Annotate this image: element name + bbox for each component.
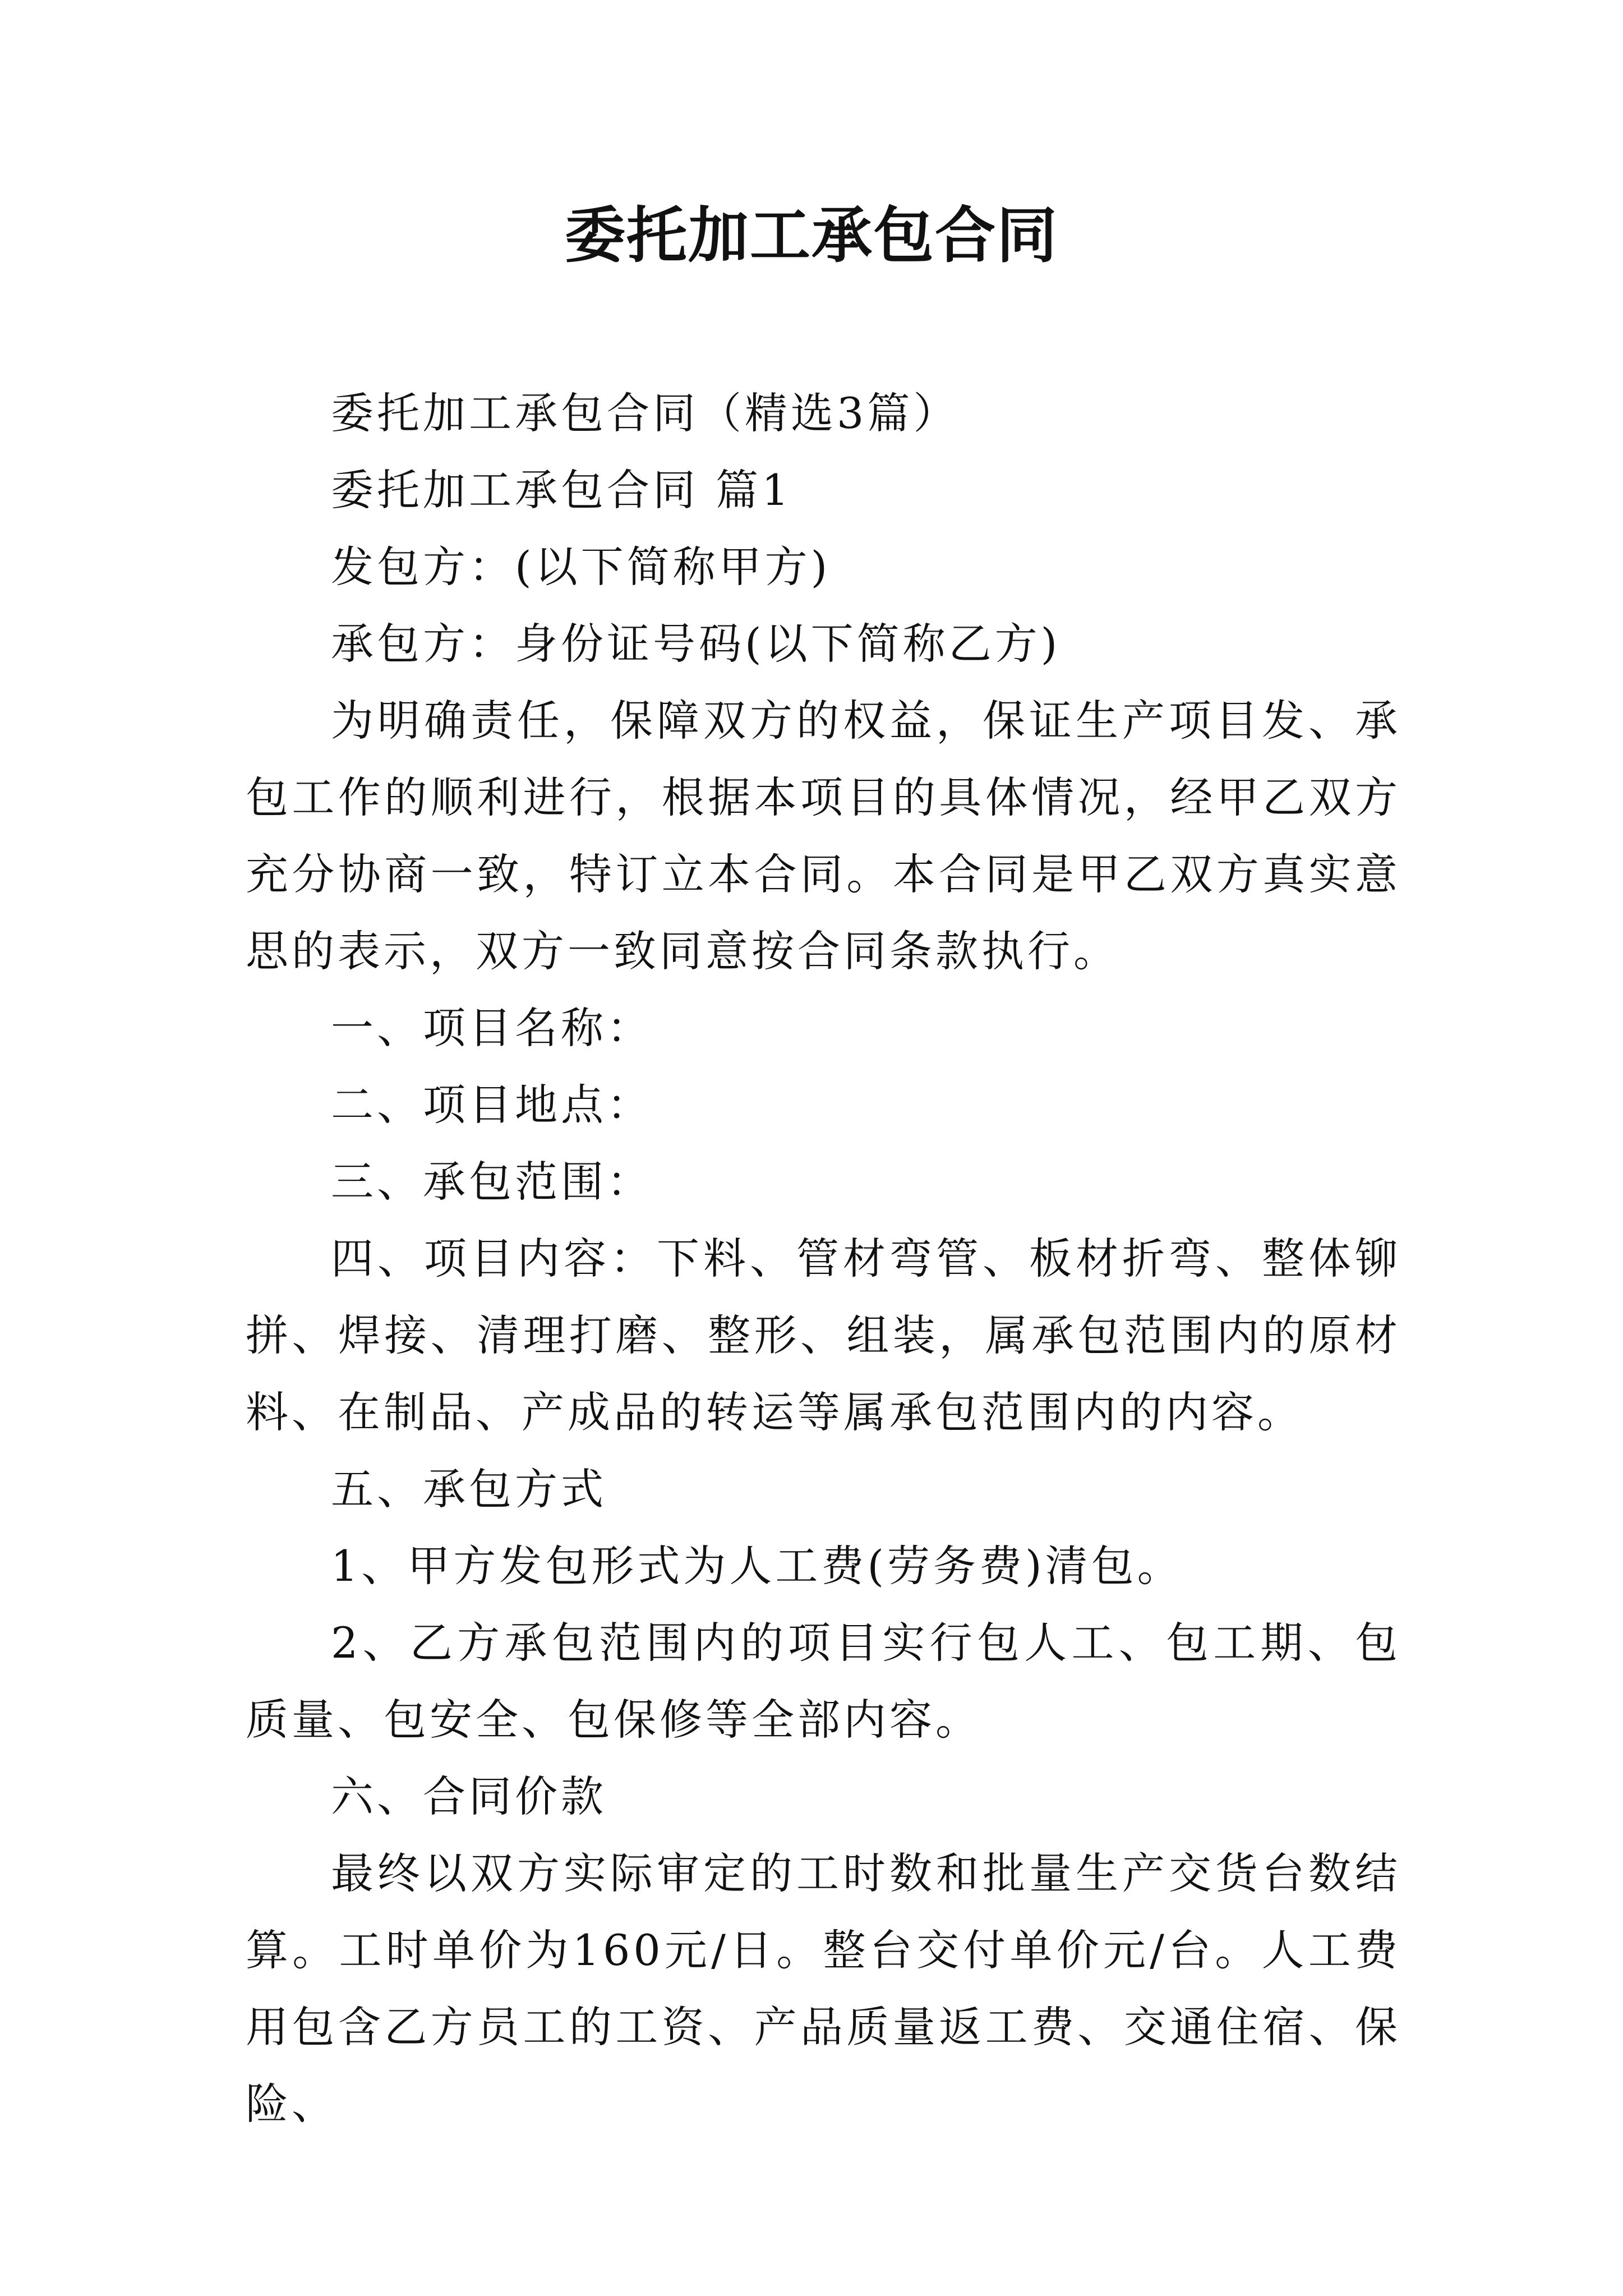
party-b-line: 承包方：身份证号码(以下简称乙方): [331, 619, 1061, 669]
clause-contract-price: 六、合同价款: [331, 1772, 607, 1821]
subtitle-paragraph: 委托加工承包合同（精选3篇）: [331, 388, 960, 438]
clause-price-detail: 最终以双方实际审定的工时数和批量生产交货台数结算。工时单价为160元/日。整台交付单价元/台。人工费用包含乙方员工的工资、产品质量返工费、交通住宿、保险、: [246, 1848, 1401, 2129]
preamble-paragraph: 为明确责任，保障双方的权益，保证生产项目发、承包工作的顺利进行，根据本项目的具体情况，经甲乙双方充分协商一致，特订立本合同。本合同是甲乙双方真实意思的表示，双方一致同意按合同条款执行。: [246, 696, 1401, 976]
clause-contract-method: 五、承包方式: [331, 1464, 607, 1514]
clause-project-content: 四、项目内容：下料、管材弯管、板材折弯、整体铆拼、焊接、清理打磨、整形、组装，属承包范围内的原材料、在制品、产成品的转运等属承包范围内的内容。: [246, 1234, 1401, 1437]
clause-contract-scope: 三、承包范围：: [331, 1157, 653, 1207]
clause-method-item-2: 2、乙方承包范围内的项目实行包人工、包工期、包质量、包安全、包保修等全部内容。: [246, 1618, 1401, 1745]
clause-project-name: 一、项目名称：: [331, 1003, 653, 1053]
document-body: [246, 375, 1401, 2142]
clause-project-location: 二、项目地点：: [331, 1080, 653, 1130]
document-title: 委托加工承包合同: [564, 200, 1058, 271]
clause-method-item-1: 1、甲方发包形式为人工费(劳务费)清包。: [331, 1541, 1183, 1591]
section-heading: 委托加工承包合同 篇1: [331, 465, 792, 515]
party-a-line: 发包方：(以下简称甲方): [331, 542, 831, 592]
